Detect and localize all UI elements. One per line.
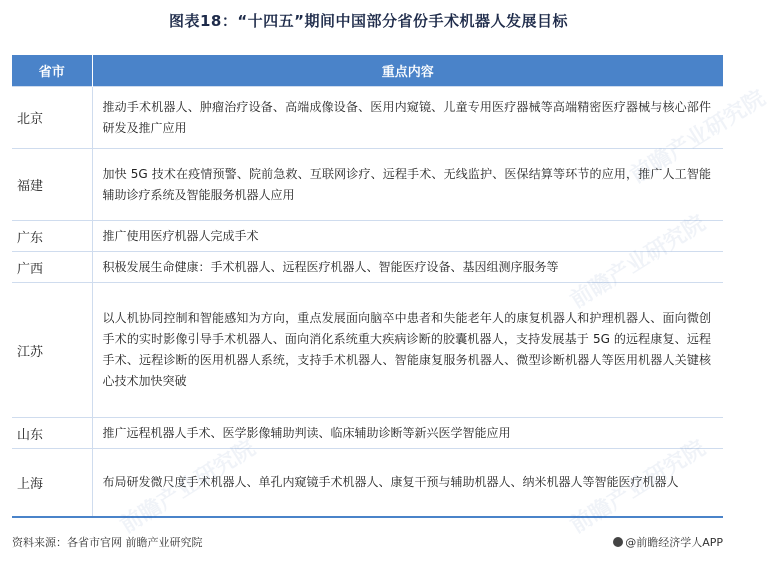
header-province: 省市 xyxy=(12,55,92,87)
table-row-beijing xyxy=(12,87,723,149)
content-cell: 积极发展生命健康：手术机器人、远程医疗机器人、智能医疗设备、基因组测序服务等 xyxy=(92,252,723,283)
content-cell: 推广远程机器人手术、医学影像辅助判读、临床辅助诊断等新兴医学智能应用 xyxy=(92,418,723,449)
brand-attribution xyxy=(613,534,723,550)
chart-title: 图表18：“十四五”期间中国部分省份手术机器人发展目标 xyxy=(168,12,569,30)
table-header-row xyxy=(12,55,723,87)
brand-label: @前瞻经济学人APP xyxy=(625,536,723,549)
province-cell: 山东 xyxy=(12,418,92,449)
content-cell: 推广使用医疗机器人完成手术 xyxy=(92,221,723,252)
table-row-fujian xyxy=(12,149,723,221)
province-cell: 上海 xyxy=(12,449,92,517)
brand-logo-icon xyxy=(613,537,623,547)
table-row-shandong xyxy=(12,418,723,449)
content-cell: 加快 5G 技术在疫情预警、院前急救、互联网诊疗、远程手术、无线监护、医保结算等环节的应用，推广人工智能辅助诊疗系统及智能服务机器人应用 xyxy=(92,149,723,221)
watermark-text: 前瞻产业研究院 xyxy=(626,85,770,189)
table-row-guangxi xyxy=(12,252,723,283)
province-cell: 福建 xyxy=(12,149,92,221)
content-cell: 以人机协同控制和智能感知为方向，重点发展面向脑卒中患者和失能老年人的康复机器人和护理机器人、面向微创手术的实时影像引导手术机器人、面向消化系统重大疾病诊断的胶囊机器人，支持发展基于 5G 的远程康复、远程手术、远程诊断的医用机器人系统，支持手术机器人、智能康复服务机器人、微型诊断机器人等医用机器人关键核心技术加快突破 xyxy=(92,283,723,418)
watermark-text: 前瞻产业研究院 xyxy=(566,435,710,539)
province-goals-table xyxy=(12,55,723,518)
content-cell: 布局研发微尺度手术机器人、单孔内窥镜手术机器人、康复干预与辅助机器人、纳米机器人等智能医疗机器人 xyxy=(92,449,723,517)
province-cell: 江苏 xyxy=(12,283,92,418)
watermark-text: 前瞻产业研究院 xyxy=(116,435,260,539)
header-content: 重点内容 xyxy=(92,55,723,87)
province-cell: 北京 xyxy=(12,87,92,149)
content-cell: 推动手术机器人、肿瘤治疗设备、高端成像设备、医用内窥镜、儿童专用医疗器械等高端精密医疗器械与核心部件研发及推广应用 xyxy=(92,87,723,149)
watermark-text: 前瞻产业研究院 xyxy=(566,210,710,314)
table-row-guangdong xyxy=(12,221,723,252)
province-cell: 广西 xyxy=(12,252,92,283)
source-note: 资料来源：各省市官网 前瞻产业研究院 xyxy=(12,536,203,549)
province-cell: 广东 xyxy=(12,221,92,252)
table-row-shanghai xyxy=(12,449,723,517)
table-row-jiangsu xyxy=(12,283,723,418)
